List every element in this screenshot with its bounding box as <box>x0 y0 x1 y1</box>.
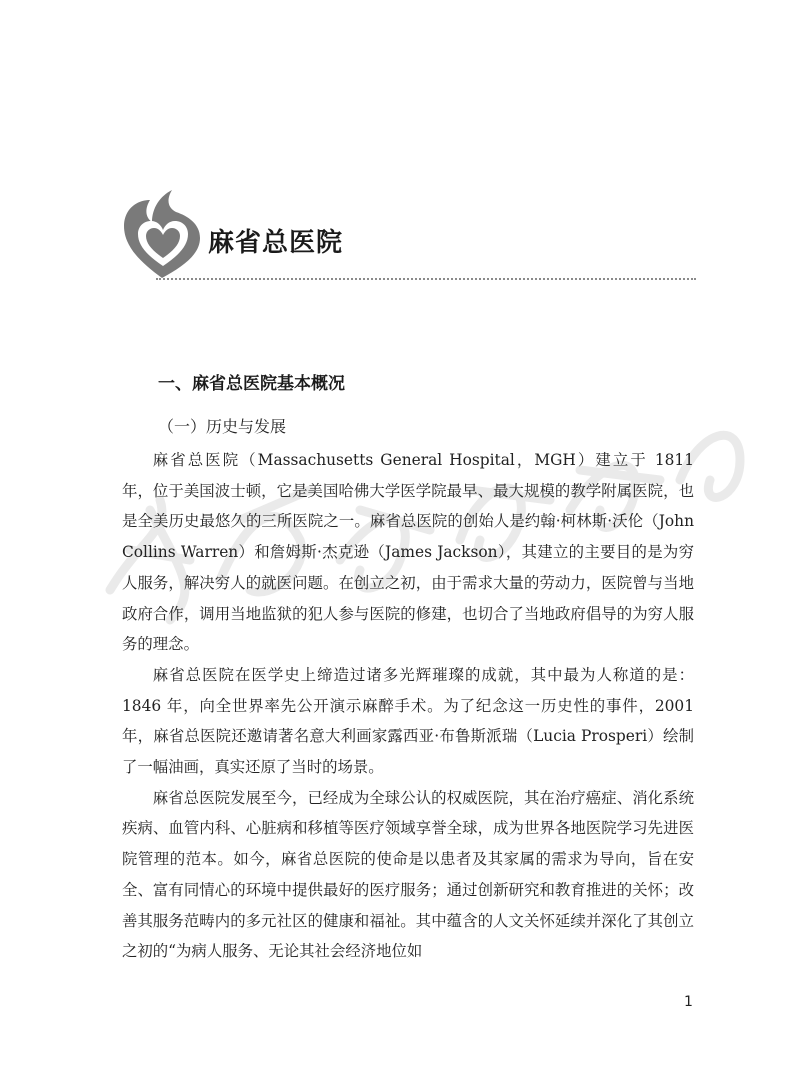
section-heading: 一、麻省总医院基本概况 <box>158 374 345 394</box>
paragraph: 麻省总医院发展至今，已经成为全球公认的权威医院，其在治疗癌症、消化系统疾病、血管内科、心脏病和移植等医疗领域享誉全球，成为世界各地医院学习先进医院管理的范本。如今，麻省总医院的使命是以患者及其家属的需求为导向，旨在安全、富有同情心的环境中提供最好的医疗服务；通过创新研究和教育推进的关怀；改善其服务范畴内的多元社区的健康和福祉。其中蕴含的人文关怀延续并深化了其创立之初的“为病人服务、无论其社会经济地位如 <box>122 788 694 961</box>
paragraph: 麻省总医院在医学史上缔造过诸多光辉璀璨的成就，其中最为人称道的是：1846 年，向全世界率先公开演示麻醉手术。为了纪念这一历史性的事件，2001 年，麻省总医院还邀请著名意大利画家露西亚·布鲁斯派瑞（Lucia Prosperi）绘制了一幅油画，真实还原了当时的场景。 <box>122 665 694 777</box>
chapter-divider <box>156 278 696 280</box>
chapter-header <box>122 188 696 288</box>
chapter-title: 麻省总医院 <box>208 228 344 258</box>
paragraph: 麻省总医院（Massachusetts General Hospital，MGH）建立于 1811 年，位于美国波士顿，它是美国哈佛大学医学院最早、最大规模的教学附属医院，也是全美历史最悠久的三所医院之一。麻省总医院的创始人是约翰·柯林斯·沃伦（John Collins Warren）和詹姆斯·杰克逊（James Jackson），其建立的主要目的是为穷人服务，解决穷人的就医问题。在创立之初，由于需求大量的劳动力，医院曾与当地政府合作，调用当地监狱的犯人参与医院的修建，也切合了当地政府倡导的为穷人服务的理念。 <box>122 451 694 654</box>
heart-flame-icon <box>122 188 202 280</box>
body-text <box>122 445 694 967</box>
page-number: 1 <box>684 994 693 1010</box>
subsection-heading: （一）历史与发展 <box>158 417 287 436</box>
